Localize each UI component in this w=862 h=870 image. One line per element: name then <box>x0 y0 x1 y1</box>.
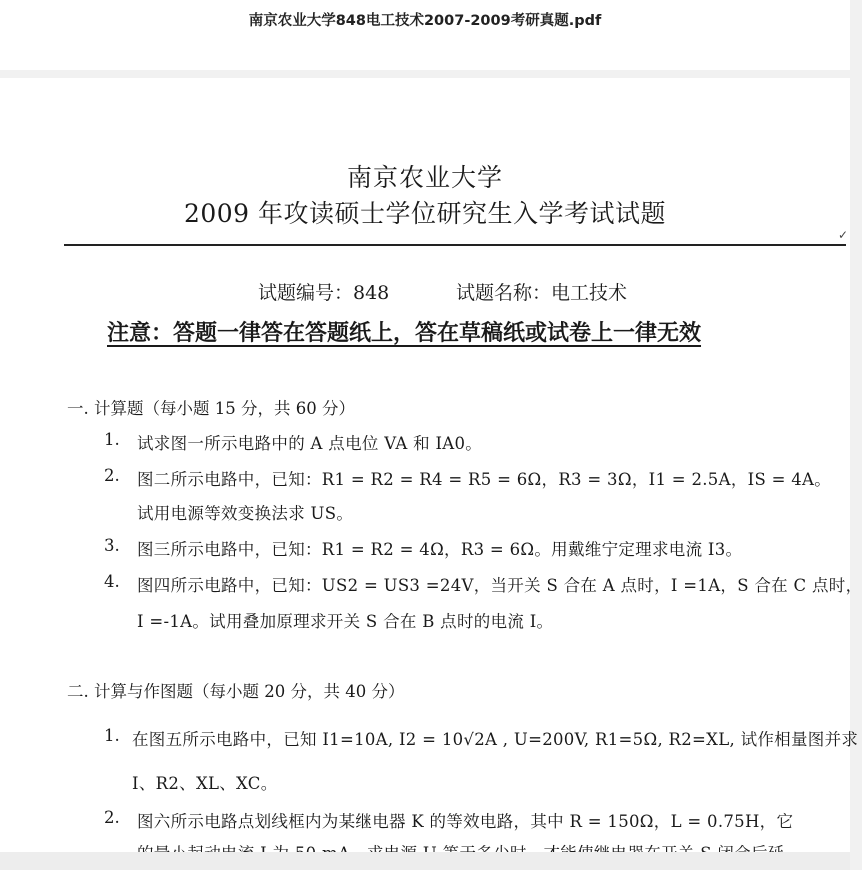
scan-mark: ✓ <box>838 228 849 242</box>
question-text: 在图五所示电路中，已知 I1=10A, I2 = 10√2A , U=200V, R1=5Ω, R2=XL, 试作相量图并求 <box>132 730 859 749</box>
viewer-header <box>0 0 850 70</box>
header-rule <box>64 244 846 246</box>
question-number: 2. <box>104 466 120 485</box>
university-name: 南京农业大学 <box>346 163 503 192</box>
question-text: 图二所示电路中，已知：R1 = R2 = R4 = R5 = 6Ω，R3 = 3Ω，I1 = 2.5A，IS = 4A。 <box>137 470 832 489</box>
question-text: 图六所示电路点划线框内为某继电器 K 的等效电路，其中 R = 150Ω，L = 0.75H，它 <box>137 812 794 831</box>
notice: 注意：答题一律答在答题纸上，答在草稿纸或试卷上一律无效 <box>107 320 702 346</box>
document-title: 南京农业大学848电工技术2007-2009考研真题.pdf <box>248 13 602 29</box>
exam-subject: 试题名称：电工技术 <box>456 282 628 304</box>
question-number: 4. <box>104 572 120 591</box>
section2-heading: 二. 计算与作图题（每小题 20 分，共 40 分） <box>67 682 405 701</box>
exam-code: 试题编号：848 <box>258 282 390 304</box>
section1-heading: 一. 计算题（每小题 15 分，共 60 分） <box>67 399 355 418</box>
question-number: 1. <box>104 430 120 449</box>
question-number: 2. <box>104 808 120 827</box>
question-text: 试求图一所示电路中的 A 点电位 VA 和 IA0。 <box>137 434 483 453</box>
question-number: 1. <box>104 726 120 745</box>
question-text: 图三所示电路中，已知：R1 = R2 = 4Ω，R3 = 6Ω。用戴维宁定理求电流 I3。 <box>137 540 743 559</box>
question-number: 3. <box>104 536 120 555</box>
question-text: I、R2、XL、XC。 <box>132 774 278 793</box>
question-text: 试用电源等效变换法求 US。 <box>137 504 354 523</box>
question-text: 图四所示电路中，已知：US2 = US3 =24V，当开关 S 合在 A 点时，I =1A，S 合在 C 点时， <box>137 576 862 595</box>
pdf-page <box>0 78 862 852</box>
question-text: I =-1A。试用叠加原理求开关 S 合在 B 点时的电流 I。 <box>137 612 554 631</box>
viewer-footer <box>0 852 850 870</box>
exam-title: 2009 年攻读硕士学位研究生入学考试试题 <box>183 199 667 228</box>
